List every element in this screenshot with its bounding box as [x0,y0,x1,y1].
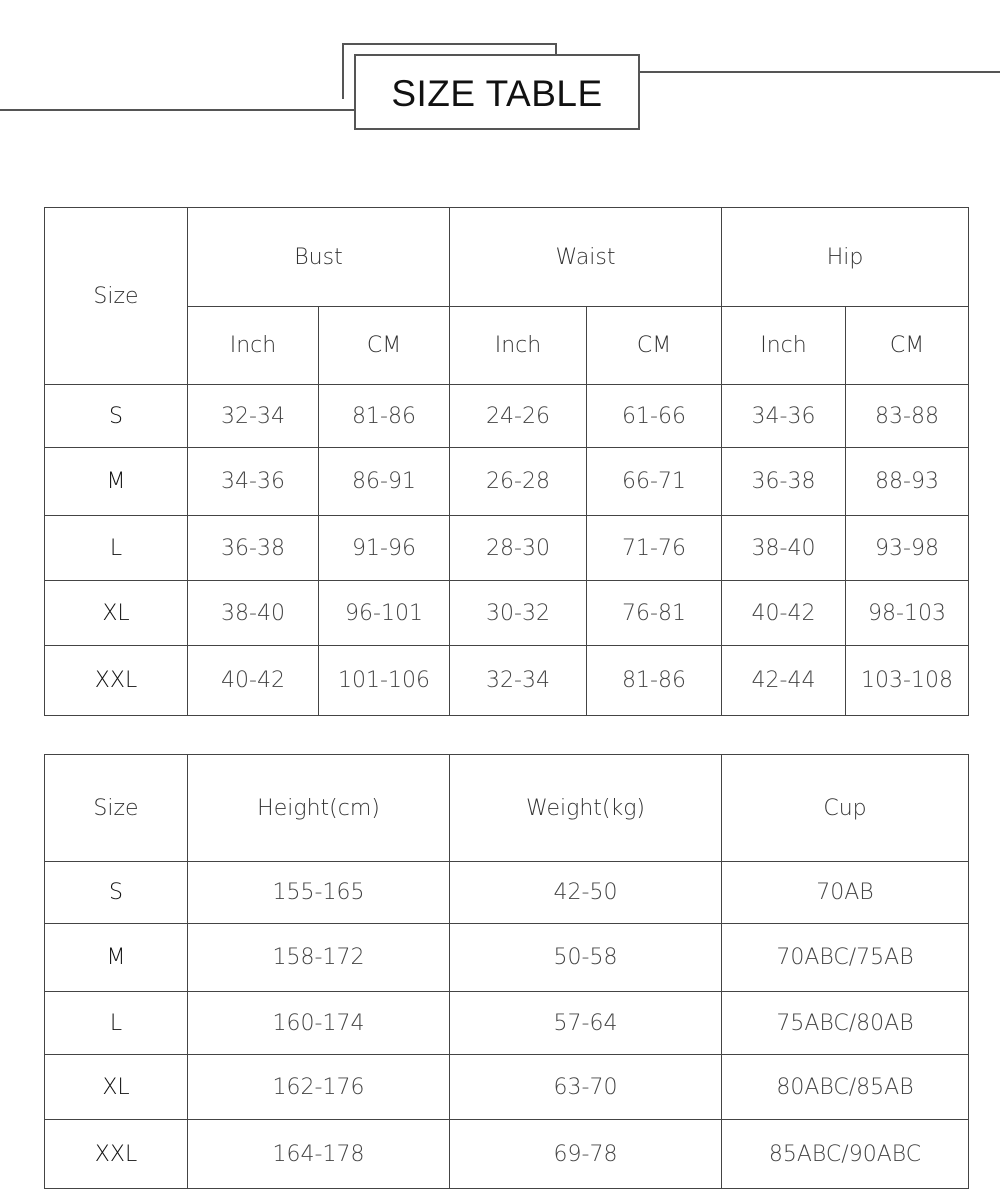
unit-header: Inch [188,307,319,385]
table-cell: 30-32 [450,581,587,646]
table-cell: 36-38 [188,516,319,581]
cup-cell: 70ABC/75AB [722,924,969,992]
hip-header: Hip [722,208,969,307]
table-row [45,516,969,581]
table-cell: 38-40 [722,516,846,581]
table-cell: 83-88 [846,385,969,448]
cup-header: Cup [722,755,969,862]
table-cell: 40-42 [188,646,319,716]
table-cell: 93-98 [846,516,969,581]
weight-cell: 57-64 [450,992,722,1055]
unit-header: CM [587,307,722,385]
weight-cell: 63-70 [450,1055,722,1120]
table-cell: 96-101 [319,581,450,646]
table-cell: 61-66 [587,385,722,448]
height-header: Height(cm) [188,755,450,862]
size-label: XXL [45,1120,188,1189]
table-cell: 34-36 [722,385,846,448]
table-row [45,646,969,716]
size-label: S [45,862,188,924]
cup-cell: 80ABC/85AB [722,1055,969,1120]
weight-header: Weight(kg) [450,755,722,862]
table-cell: 26-28 [450,448,587,516]
size-label: L [45,992,188,1055]
page-title: SIZE TABLE [391,73,603,114]
table-cell: 101-106 [319,646,450,716]
size-label: XL [45,581,188,646]
height-cell: 155-165 [188,862,450,924]
table-cell: 36-38 [722,448,846,516]
weight-cell: 50-58 [450,924,722,992]
left-rule [0,109,394,111]
table-row [45,385,969,448]
height-cell: 160-174 [188,992,450,1055]
unit-header: Inch [722,307,846,385]
size-label: M [45,448,188,516]
table-cell: 103-108 [846,646,969,716]
table-cell: 76-81 [587,581,722,646]
table-cell: 86-91 [319,448,450,516]
weight-cell: 42-50 [450,862,722,924]
size-label: S [45,385,188,448]
unit-header: Inch [450,307,587,385]
unit-header: CM [319,307,450,385]
table-cell: 81-86 [587,646,722,716]
size-label: L [45,516,188,581]
table-cell: 28-30 [450,516,587,581]
table-cell: 32-34 [188,385,319,448]
height-cell: 162-176 [188,1055,450,1120]
table-cell: 66-71 [587,448,722,516]
height-cell: 158-172 [188,924,450,992]
table-row [45,992,969,1055]
cup-cell: 85ABC/90ABC [722,1120,969,1189]
table-cell: 38-40 [188,581,319,646]
table-cell: 34-36 [188,448,319,516]
measurements-table [44,207,969,716]
height-cell: 164-178 [188,1120,450,1189]
table-cell: 71-76 [587,516,722,581]
table-row [45,1055,969,1120]
table-row [45,862,969,924]
waist-header: Waist [450,208,722,307]
fit-table [44,754,969,1189]
right-rule [604,71,1000,73]
table-cell: 88-93 [846,448,969,516]
table-cell: 81-86 [319,385,450,448]
table-cell: 91-96 [319,516,450,581]
size-label: XXL [45,646,188,716]
table-row [45,924,969,992]
size-header: Size [45,755,188,862]
size-label: M [45,924,188,992]
weight-cell: 69-78 [450,1120,722,1189]
table-cell: 40-42 [722,581,846,646]
size-label: XL [45,1055,188,1120]
table-row [45,448,969,516]
bust-header: Bust [188,208,450,307]
cup-cell: 70AB [722,862,969,924]
table-row [45,1120,969,1189]
cup-cell: 75ABC/80AB [722,992,969,1055]
unit-header: CM [846,307,969,385]
table-cell: 98-103 [846,581,969,646]
table-cell: 42-44 [722,646,846,716]
table-row [45,581,969,646]
size-header: Size [45,208,188,385]
table-cell: 32-34 [450,646,587,716]
table-cell: 24-26 [450,385,587,448]
